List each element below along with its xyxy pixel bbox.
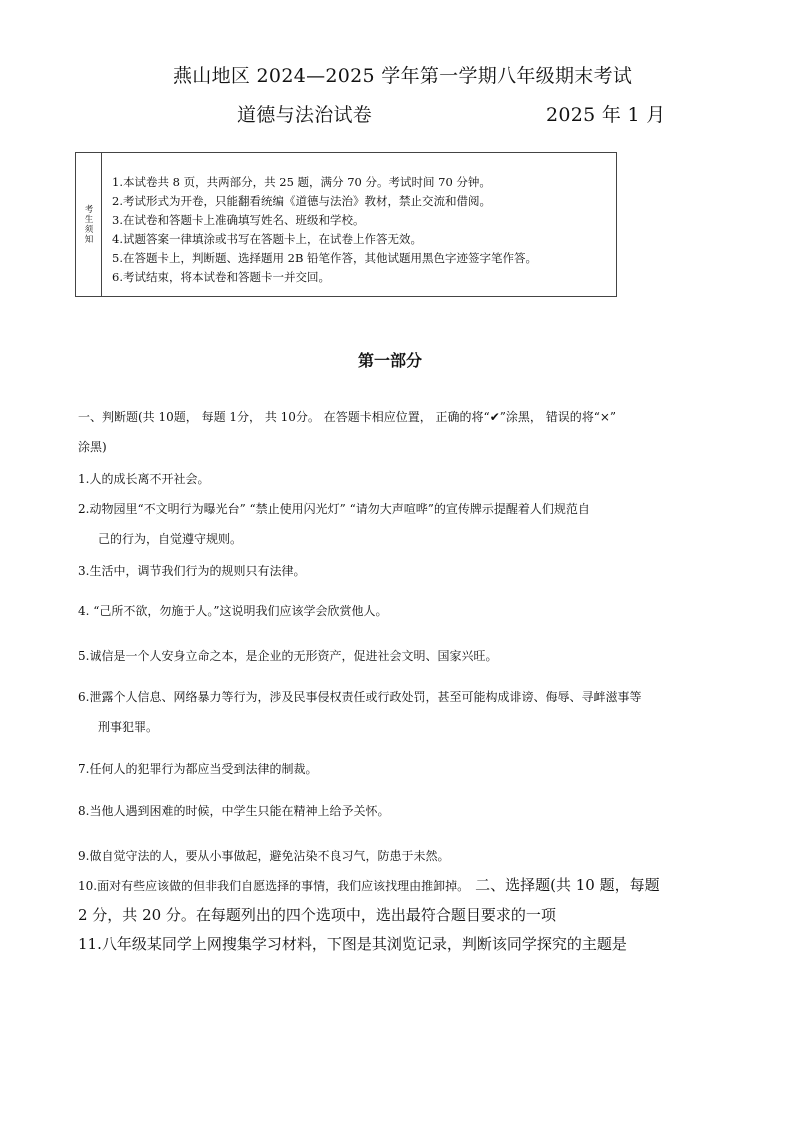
question-1: 1.人的成长离不开社会。 — [78, 472, 210, 486]
question-9: 9.做自觉守法的人，要从小事做起，避免沾染不良习气，防患于未然。 — [78, 849, 450, 863]
section-one-heading: 一、判断题(共 10题， 每题 1分， 共 10分。 在答题卡相应位置， 正确的将“✔”涂黑， 错误的将“×” — [78, 410, 617, 424]
exam-date: 2025 年 1 月 — [546, 104, 666, 126]
question-4: 4. “己所不欲，勿施于人。”这说明我们应该学会欣赏他人。 — [78, 604, 388, 618]
section-two-heading-cont: 2 分，共 20 分。在每题列出的四个选项中，选出最符合题目要求的一项 — [78, 906, 556, 924]
notice-item: 2.考试形式为开卷，只能翻看统编《道德与法治》教材，禁止交流和借阅。 — [112, 194, 491, 208]
notice-item: 1.本试卷共 8 页，共两部分，共 25 题，满分 70 分。考试时间 70 分钟。 — [112, 175, 491, 189]
exam-title: 燕山地区 2024—2025 学年第一学期八年级期末考试 — [173, 65, 633, 87]
section-one-heading-cont: 涂黑) — [78, 440, 107, 454]
notice-item: 5.在答题卡上，判断题、选择题用 2B 铅笔作答，其他试题用黑色字迹签字笔作答。 — [112, 251, 538, 265]
notice-item: 6.考试结束，将本试卷和答题卡一并交回。 — [112, 270, 330, 284]
question-10-line — [78, 874, 660, 895]
notice-item: 3.在试卷和答题卡上准确填写姓名、班级和学校。 — [112, 213, 365, 227]
question-2-cont: 己的行为，自觉遵守规则。 — [98, 532, 243, 546]
notice-side-label: 考生须知 — [84, 205, 94, 245]
question-11: 11.八年级某同学上网搜集学习材料，下图是其浏览记录，判断该同学探究的主题是 — [78, 935, 627, 953]
question-5: 5.诚信是一个人安身立命之本，是企业的无形资产，促进社会文明、国家兴旺。 — [78, 649, 498, 663]
notice-list — [112, 173, 537, 287]
question-10: 10.面对有些应该做的但非我们自愿选择的事情，我们应该找理由推卸掉。 — [78, 879, 470, 893]
subject-title: 道德与法治试卷 — [237, 104, 373, 126]
section-two-heading: 二、选择题(共 10 题，每题 — [475, 876, 660, 894]
notice-box — [75, 152, 617, 297]
question-6: 6.泄露个人信息、网络暴力等行为，涉及民事侵权责任或行政处罚，甚至可能构成诽谤、侮辱、寻衅滋事等 — [78, 690, 642, 704]
question-7: 7.任何人的犯罪行为都应当受到法律的制裁。 — [78, 762, 318, 776]
part-one-title: 第一部分 — [358, 351, 423, 370]
question-8: 8.当他人遇到困难的时候，中学生只能在精神上给予关怀。 — [78, 804, 390, 818]
question-3: 3.生活中，调节我们行为的规则只有法律。 — [78, 564, 306, 578]
question-6-cont: 刑事犯罪。 — [98, 720, 159, 734]
notice-item: 4.试题答案一律填涂或书写在答题卡上，在试卷上作答无效。 — [112, 232, 422, 246]
notice-side-column — [76, 153, 102, 296]
question-2: 2.动物园里“不文明行为曝光台” “禁止使用闪光灯” “请勿大声喧哗”的宣传牌示提醒着人们规范自 — [78, 502, 590, 516]
